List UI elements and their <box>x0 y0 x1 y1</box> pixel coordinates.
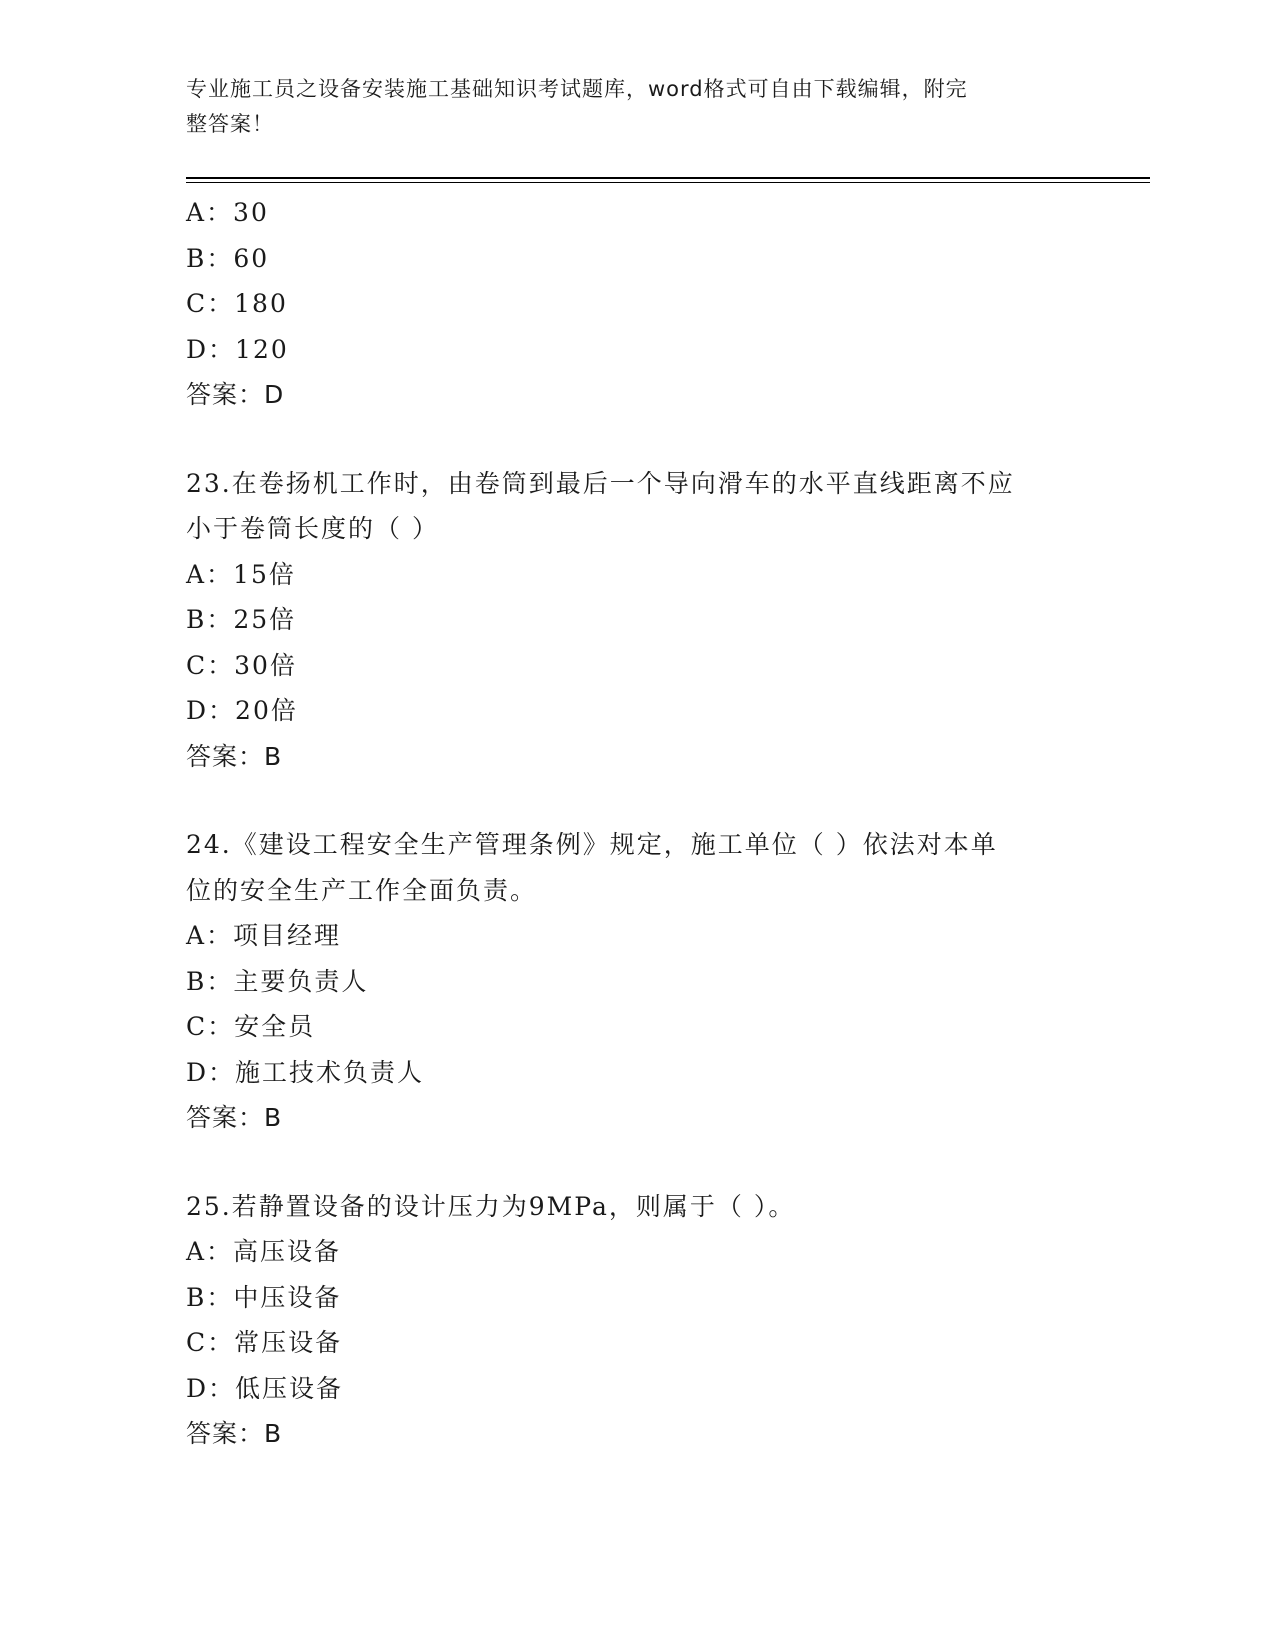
option-c: C：安全员 <box>186 1012 316 1041</box>
question-25 <box>186 1184 1086 1457</box>
question-24 <box>186 822 1086 1141</box>
answer-line: 答案：B <box>186 741 283 771</box>
question-list <box>186 190 1086 1457</box>
option-d: D：20倍 <box>186 696 298 725</box>
option-a: A：30 <box>186 198 269 227</box>
option-a: A：项目经理 <box>186 921 342 950</box>
header-divider-thin <box>186 182 1150 183</box>
option-a: A：15倍 <box>186 559 296 589</box>
question-stem-line: 23.在卷扬机工作时，由卷筒到最后一个导向滑车的水平直线距离不应 <box>186 468 1015 498</box>
option-b: B：中压设备 <box>186 1282 342 1312</box>
option-a: A：高压设备 <box>186 1237 342 1266</box>
question-22-continuation <box>186 190 1086 418</box>
option-d: D：低压设备 <box>186 1373 344 1403</box>
header-line-1: 专业施工员之设备安装施工基础知识考试题库，word格式可自由下载编辑，附完 <box>186 77 968 101</box>
option-c: C：常压设备 <box>186 1328 343 1357</box>
header-line-2: 整答案！ <box>186 112 274 136</box>
answer-line: 答案：D <box>186 380 285 409</box>
question-23 <box>186 461 1086 780</box>
option-d: D：施工技术负责人 <box>186 1057 425 1087</box>
answer-line: 答案：B <box>186 1103 283 1132</box>
header-divider-thick <box>186 177 1150 179</box>
option-c: C：180 <box>186 289 288 318</box>
document-header <box>186 72 1066 142</box>
question-stem-line: 24.《建设工程安全生产管理条例》规定，施工单位（ ）依法对本单 <box>186 830 998 859</box>
question-stem-line: 小于卷筒长度的（ ） <box>186 514 439 543</box>
option-c: C：30倍 <box>186 650 297 680</box>
option-b: B：主要负责人 <box>186 966 369 996</box>
option-b: B：60 <box>186 243 270 273</box>
question-stem-line: 位的安全生产工作全面负责。 <box>186 875 538 905</box>
option-b: B：25倍 <box>186 605 297 634</box>
answer-line: 答案：B <box>186 1419 283 1448</box>
option-d: D：120 <box>186 334 289 364</box>
question-stem-line: 25.若静置设备的设计压力为9MPa，则属于（ ）。 <box>186 1191 796 1221</box>
